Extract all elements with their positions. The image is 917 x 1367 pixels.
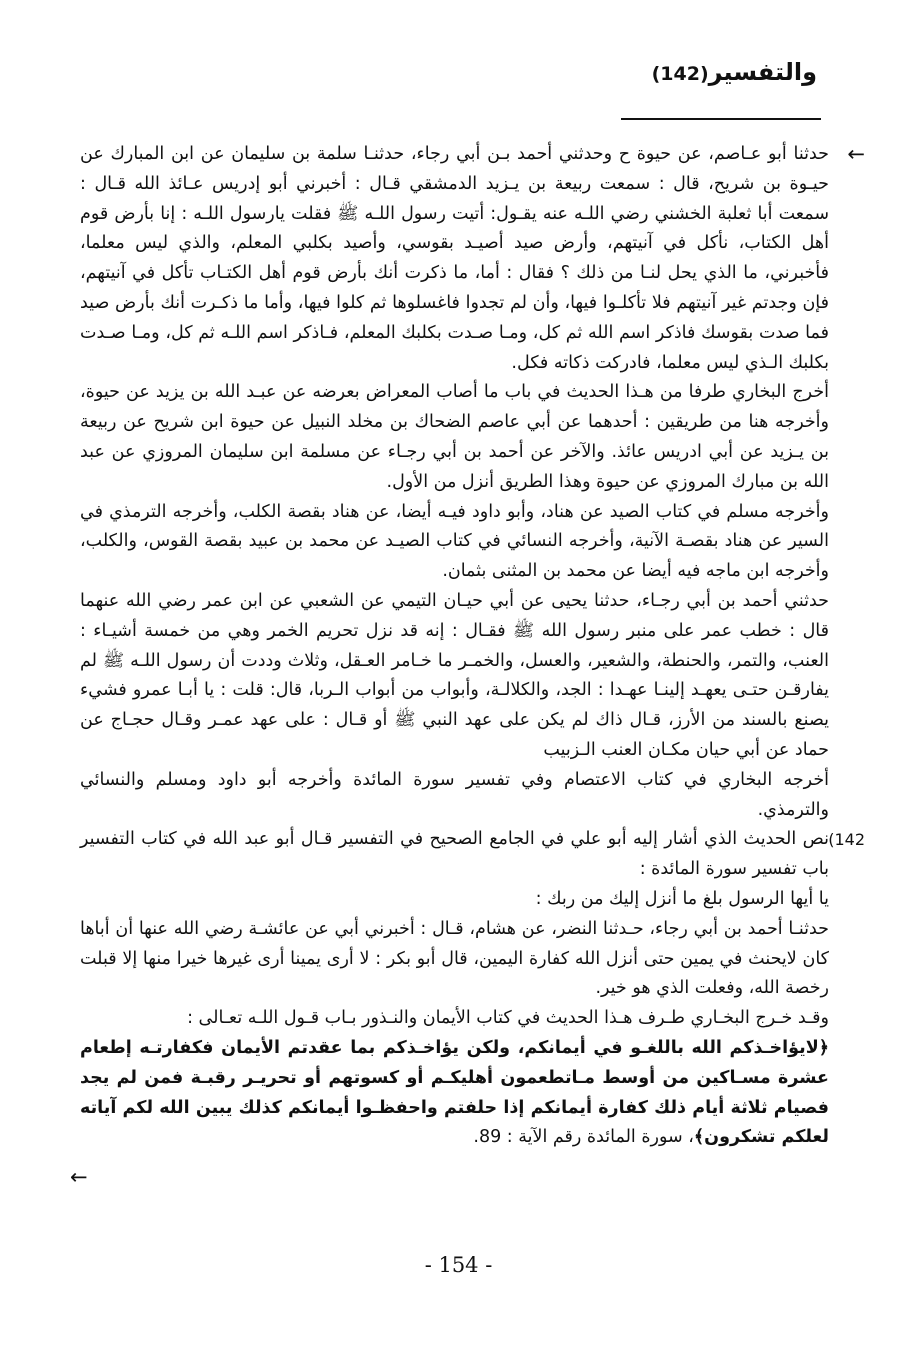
paragraph-takhrij-3: أخرجه البخاري في كتاب الاعتصام وفي تفسير سورة المائدة وأخرجه أبو داود ومسلم والنسائي والترمذي. bbox=[80, 769, 829, 820]
footnote-verse-line: يا أيها الرسول بلغ ما أنزل إليك من ربك : bbox=[535, 888, 829, 909]
quran-citation: ، سورة المائدة رقم الآية : 89. bbox=[473, 1127, 694, 1148]
footnote-142 bbox=[80, 825, 865, 1153]
paragraph-hadith-2: حدثني أحمد بن أبي رجـاء، حدثنا يحيى عن أبي حيـان التيمي عن الشعبي عن ابن عمر رضي الله عنهما قال : خطب عمر على منبر رسول الله ﷺ فقـال : إنه قد نزل تحريم الخمر وهي من خمسة أشيـاء : العنب، والتمر، والحنطة، والشعير، والعسل، والخمـر ما خـامر العـقل، وثلاث وددت أن رسول اللـه ﷺ لم يفارقـن حتـى يعهـد إلينـا عهـدا : الجد، والكلالـة، وأبواب من أبواب الـربا، قال: قلت : يا أبـا عمرو فشيء يصنع بالسند من الأرز، قـال ذاك لم يكن على عهد النبي ﷺ أو قـال : على عهد عمـر وقـال حجـاج عن حماد عن أبي حيان مكـان العنب الـزبيب bbox=[80, 590, 829, 760]
quran-verse: ﴿لايؤاخـذكم الله باللغـو في أيمانكم، ولكن يؤاخـذكم بما عقدتم الأيمان فكفارتـه إطعام عشرة مسـاكين من أوسط مـاتطعمون أهليكـم أو كسوتهم أو تحريـر رقبـة فمن لم يجد فصيام ثلاثة أيام ذلك كفارة أيمانكم إذا حلفتم واحفظـوا أيمانكم كذلك يبين الله لكم آياته لعلكم تشكرون﴾ bbox=[80, 1037, 829, 1148]
footnote-quran-block bbox=[80, 1034, 829, 1153]
running-header bbox=[652, 58, 817, 86]
header-rule bbox=[621, 118, 821, 120]
paragraph-hadith-1: حدثنا أبو عـاصم، عن حيوة ح وحدثني أحمد بـن أبي رجاء، حدثنـا سلمة بن سليمان عن ابن المبارك عن حيـوة بن شريح، قال : سمعت ربيعة بن يـزيد الدمشقي قـال : أخبرني أبو إدريس عـائذ الله قـال : سمعت أبا ثعلبة الخشني رضي اللـه عنه يقـول: أتيت رسول اللـه ﷺ فقلت يارسول اللـه : إنا بأرض قوم أهل الكتاب، نأكل في آنيتهم، وأرض صيد أصيـد بقوسي، وأصيد بكلبي المعلم، والذي ليس معلما، فأخبرني، ما الذي يحل لنـا من ذلك ؟ فقال : أما، ما ذكرت أنك بأرض قوم أهل الكتـاب تأكل في آنيتهم، فإن وجدتم غير آنيتهم فلا تأكلـوا فيها، وأن لم تجدوا فاغسلوها ثم كلوا فيها، وأما ما ذكـرت أنك بأرض صيد فما صدت بقوسك فاذكر اسم الله ثم كل، ومـا صـدت بكلبك المعلم، فـاذكر اسم اللـه ثم كل، ومـا صـدت بكلبك الـذي ليس معلما، فادركت ذكاته فكل. bbox=[80, 144, 829, 373]
main-text-block bbox=[80, 140, 865, 825]
page-number: - 154 - bbox=[424, 1253, 493, 1277]
page-body bbox=[80, 140, 865, 1153]
header-footnote-ref: (142) bbox=[651, 63, 709, 85]
end-arrow-icon: ← bbox=[70, 1165, 88, 1189]
header-title: والتفسير bbox=[708, 58, 817, 86]
footnote-intro: نص الحديث الذي أشار إليه أبو علي في الجامع الصحيح في التفسير قـال أبو عبد الله في كتاب التفسير باب تفسير سورة المائدة : bbox=[80, 829, 829, 880]
continuation-arrow-icon: ← bbox=[847, 142, 865, 166]
paragraph-takhrij-1: أخرج البخاري طرفا من هـذا الحديث في باب ما أصاب المعراض بعرضه عن عبـد الله بن يزيد عن حيوة، وأخرجه هنا من طريقين : أحدهما عن أبي عاصم الضحاك بن مخلد النبيل عن حيوة ابن شريح عن ربيعة بن يـزيد عن أبي ادريس عائذ. والآخر عن أحمد بن أبي رجـاء عن مسلمة ابن سليمان المروزي عن عبد الله بن مبارك المروزي عن حيوة وهذا الطريق أنزل من الأول. bbox=[80, 382, 829, 492]
footnote-hadith: حدثنـا أحمد بن أبي رجاء، حـدثنا النضر، عن هشام، قـال : أخبرني أبي عن عائشـة رضي الله عنها أن أباها كان لايحنث في يمين حتى أنزل الله كفارة اليمين، قال أبو بكر : لا أرى يمينا أرى غيرها خيرا منها إلا قبلت رخصة الله، وفعلت الذي هو خير. bbox=[80, 918, 829, 999]
footnote-intro2: وقـد خـرج البخـاري طـرف هـذا الحديث في كتاب الأيمان والنـذور بـاب قـول اللـه تعـالى : bbox=[187, 1008, 829, 1029]
paragraph-takhrij-2: وأخرجه مسلم في كتاب الصيد عن هناد، وأبو داود فيـه أيضا، عن هناد بقصة الكلب، وأخرجه الترمذي في السير عن هناد بقصـة الآنية، وأخرجه النسائي في كتاب الصيـد عن محمد بن عبيد بقصة القوس، والكلب، وأخرجه ابن ماجه فيه أيضا عن محمد بن المثنى بثمان. bbox=[80, 501, 829, 582]
footnote-number: 142) bbox=[828, 830, 865, 850]
